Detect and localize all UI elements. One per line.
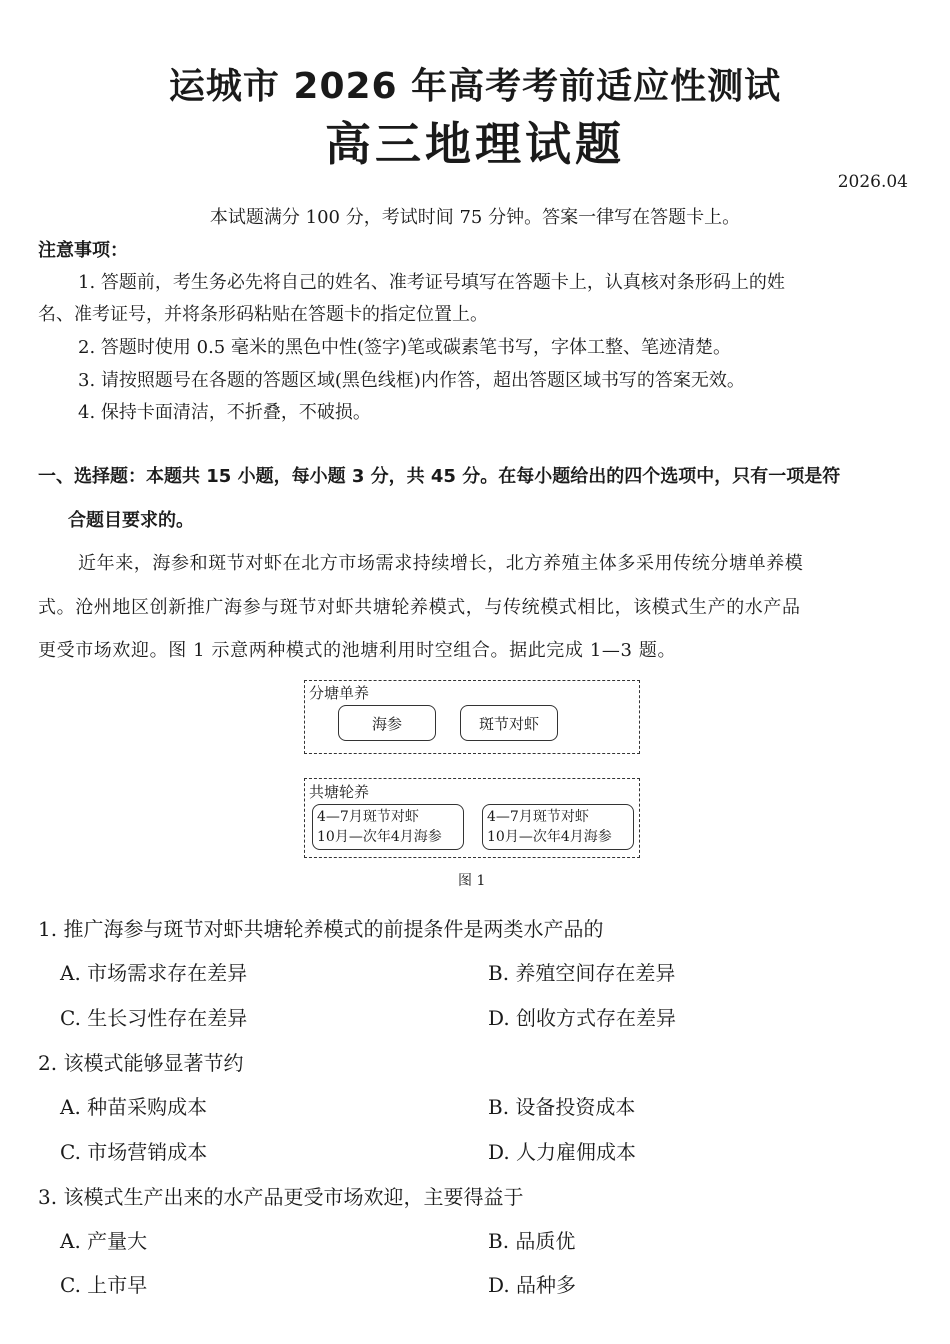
notice-item-2: 2. 答题时使用 0.5 毫米的黑色中性(签字)笔或碳素笔书写，字体工整、笔迹清楚。	[78, 337, 732, 358]
question-3-option-d: D. 品种多	[488, 1273, 577, 1297]
question-2-option-b: B. 设备投资成本	[488, 1095, 636, 1119]
exam-title: 运城市 2026 年高考考前适应性测试	[168, 66, 782, 107]
question-2-option-a: A. 种苗采购成本	[60, 1095, 208, 1119]
notice-item-1-line-1: 1. 答题前，考生务必先将自己的姓名、准考证号填写在答题卡上，认真核对条形码上的姓	[78, 272, 785, 293]
question-1-option-d: D. 创收方式存在差异	[488, 1006, 677, 1030]
passage-line-3: 更受市场欢迎。图 1 示意两种模式的池塘利用时空组合。据此完成 1—3 题。	[38, 640, 677, 661]
sea-cucumber-box: 海参	[338, 705, 436, 741]
question-1-option-b: B. 养殖空间存在差异	[488, 961, 676, 985]
exam-date: 2026.04	[837, 172, 908, 192]
question-3-stem: 3. 该模式生产出来的水产品更受市场欢迎，主要得益于	[38, 1185, 524, 1209]
rotation-box-1-line-1: 4—7月斑节对虾	[317, 809, 419, 825]
question-3-option-b: B. 品质优	[488, 1229, 576, 1253]
passage-line-1: 近年来，海参和斑节对虾在北方市场需求持续增长，北方养殖主体多采用传统分塘单养模	[78, 553, 804, 574]
subject-title: 高三地理试题	[325, 117, 625, 171]
notice-item-3: 3. 请按照题号在各题的答题区域(黑色线框)内作答，超出答题区域书写的答案无效。	[78, 370, 745, 391]
question-3-option-c: C. 上市早	[60, 1273, 148, 1297]
notice-item-4: 4. 保持卡面清洁，不折叠，不破损。	[78, 402, 371, 423]
question-1-stem: 1. 推广海参与斑节对虾共塘轮养模式的前提条件是两类水产品的	[38, 917, 604, 941]
question-2-option-d: D. 人力雇佣成本	[488, 1140, 637, 1164]
exam-intro: 本试题满分 100 分，考试时间 75 分钟。答案一律写在答题卡上。	[209, 207, 741, 228]
notice-heading: 注意事项：	[38, 240, 128, 261]
passage-line-2: 式。沧州地区创新推广海参与斑节对虾共塘轮养模式，与传统模式相比，该模式生产的水产品	[38, 597, 801, 618]
rotation-box-2	[482, 804, 634, 850]
rotation-box-1-line-2: 10月—次年4月海参	[317, 829, 442, 845]
shared-pond-label: 共塘轮养	[309, 783, 370, 801]
question-2-option-c: C. 市场营销成本	[60, 1140, 208, 1164]
section-heading-line-2: 合题目要求的。	[68, 510, 194, 531]
question-1-option-c: C. 生长习性存在差异	[60, 1006, 248, 1030]
rotation-box-2-line-1: 4—7月斑节对虾	[487, 809, 589, 825]
rotation-box-2-line-2: 10月—次年4月海参	[487, 829, 612, 845]
question-1-option-a: A. 市场需求存在差异	[60, 961, 248, 985]
question-2-stem: 2. 该模式能够显著节约	[38, 1051, 244, 1075]
notice-item-1-line-2: 名、准考证号，并将条形码粘贴在答题卡的指定位置上。	[38, 304, 488, 325]
rotation-box-1	[312, 804, 464, 850]
section-heading-line-1: 一、选择题：本题共 15 小题，每小题 3 分，共 45 分。在每小题给出的四个选项中，只有一项是符	[38, 466, 841, 487]
question-3-option-a: A. 产量大	[60, 1229, 148, 1253]
kuruma-prawn-box: 斑节对虾	[460, 705, 558, 741]
figure-caption: 图 1	[458, 873, 486, 889]
separate-pond-label: 分塘单养	[309, 684, 370, 702]
